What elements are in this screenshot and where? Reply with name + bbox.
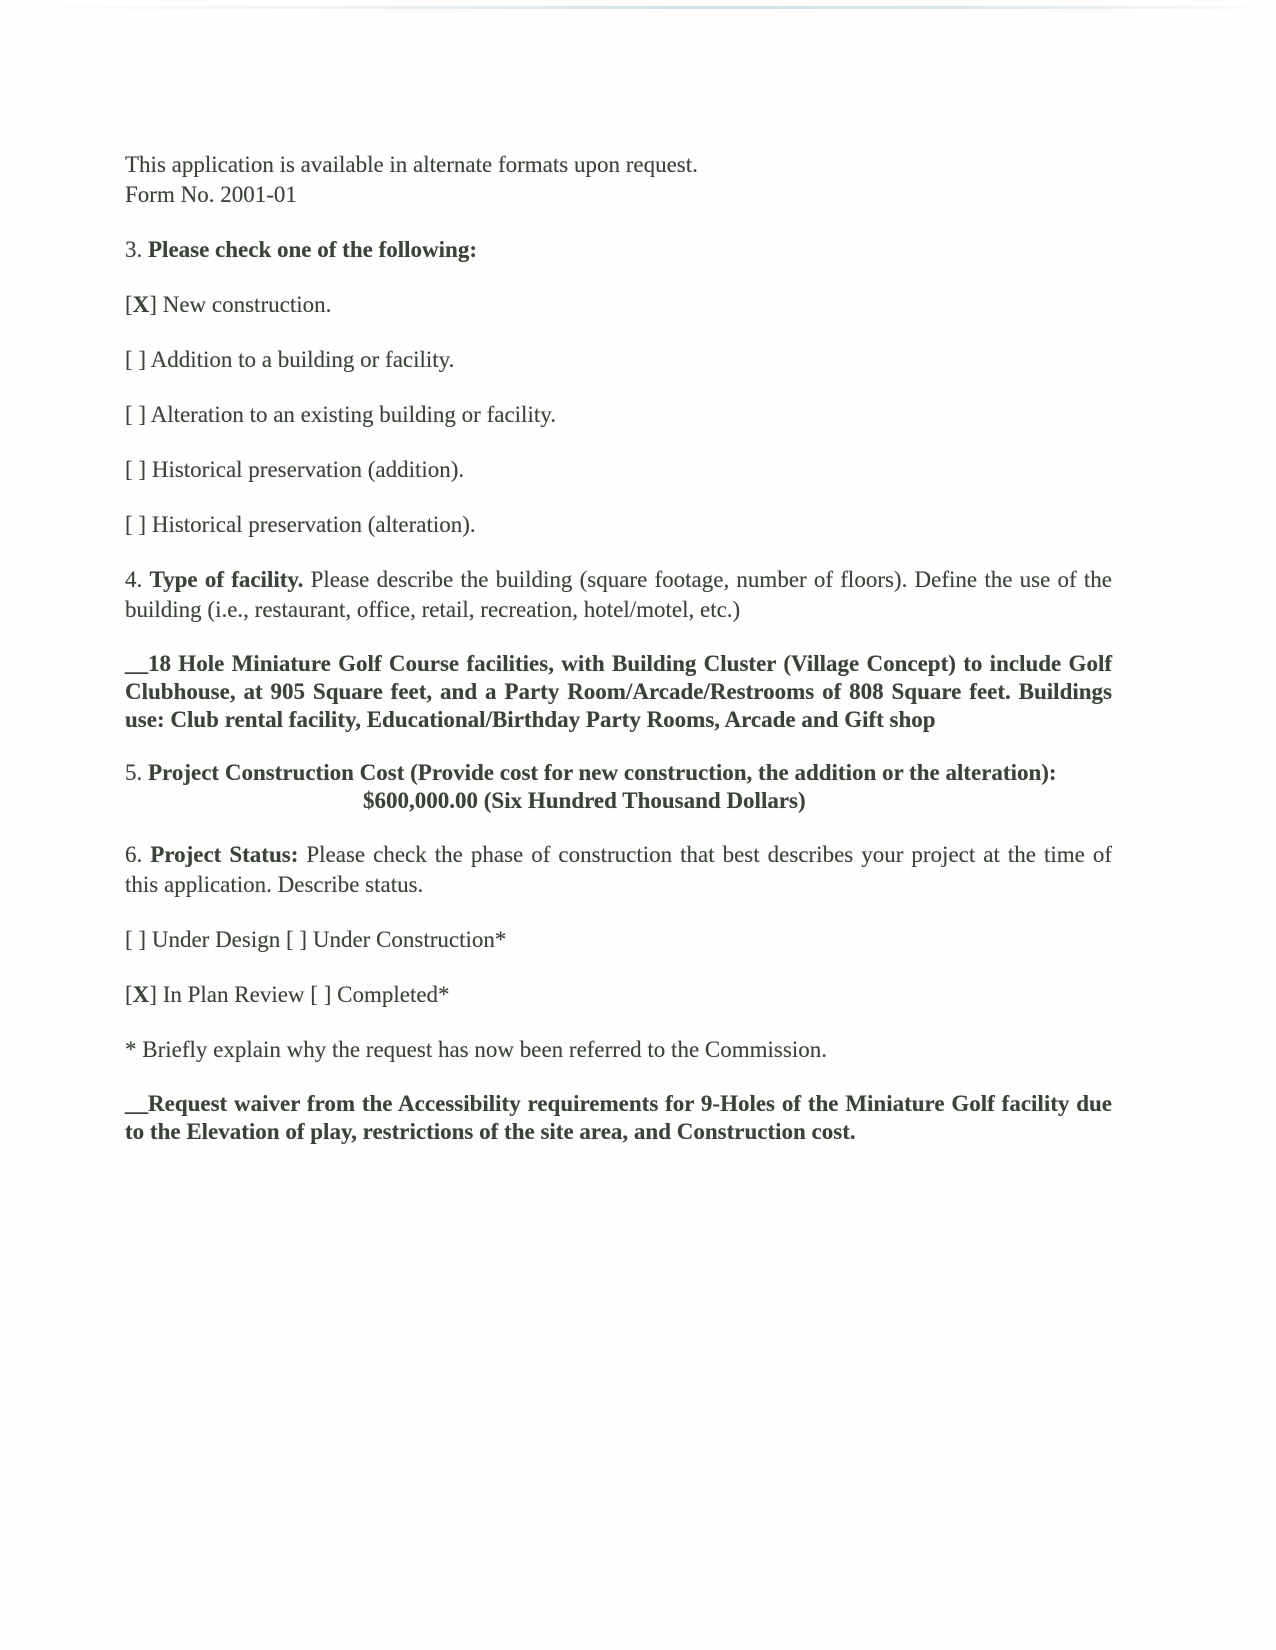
- bracket-open: [: [125, 982, 133, 1007]
- bracket-close: ]: [149, 292, 157, 317]
- status-row-design-construction: [125, 925, 1112, 955]
- checkbox-under-construction[interactable]: [286, 927, 307, 952]
- section6-answer: __Request waiver from the Accessibility requirements for 9-Holes of the Miniature Golf facility due to the Elevation of play, restrictions of the site area, and Construction cost.: [125, 1091, 1112, 1144]
- bracket-open: [: [310, 982, 318, 1007]
- bracket-close: ]: [138, 457, 147, 482]
- checkbox-option-new-construction: [125, 290, 1112, 320]
- section6-paragraph: [125, 840, 1112, 900]
- checkbox-label: New construction.: [162, 292, 332, 317]
- checkbox-under-design[interactable]: [125, 927, 146, 952]
- form-number: Form No. 2001-01: [125, 182, 297, 207]
- commission-footnote: * Briefly explain why the request has now been referred to the Commission.: [125, 1037, 827, 1062]
- bracket-open: [: [125, 512, 133, 537]
- bracket-open: [: [125, 347, 133, 372]
- bracket-close: ]: [138, 347, 147, 372]
- bracket-close: ]: [138, 402, 147, 427]
- bracket-open: [: [285, 927, 294, 952]
- checkbox-alteration[interactable]: [125, 402, 146, 427]
- status-row-review-completed: [125, 980, 1112, 1010]
- section4-number: 4.: [125, 567, 143, 592]
- checkbox-label: Under Construction*: [312, 927, 507, 952]
- checkbox-new-construction[interactable]: [125, 292, 157, 317]
- checkbox-label: Addition to a building or facility.: [150, 347, 455, 372]
- section4-title: Type of facility.: [149, 567, 304, 592]
- checkbox-label: In Plan Review: [162, 982, 305, 1007]
- bracket-close: ]: [138, 927, 147, 952]
- bracket-open: [: [125, 927, 133, 952]
- checkbox-option-historical-alteration: [125, 510, 1112, 540]
- bracket-close: ]: [299, 927, 308, 952]
- section3-title: Please check one of the following:: [148, 237, 477, 262]
- bracket-open: [: [125, 292, 133, 317]
- section5-heading: [125, 759, 1112, 787]
- checkbox-option-addition: [125, 345, 1112, 375]
- bracket-close: ]: [149, 982, 157, 1007]
- checkbox-historical-alteration[interactable]: [125, 512, 146, 537]
- section5-number: 5.: [125, 760, 143, 785]
- section5-title: Project Construction Cost (Provide cost for new construction, the addition or the alteration):: [148, 760, 1057, 785]
- checkbox-completed[interactable]: [310, 982, 331, 1007]
- section4-paragraph: [125, 565, 1112, 625]
- bracket-close: ]: [138, 512, 147, 537]
- scan-artifact-line: [0, 6, 1276, 9]
- checkbox-in-plan-review[interactable]: [125, 982, 157, 1007]
- checkbox-label: Under Design: [151, 927, 281, 952]
- checkbox-label: Historical preservation (alteration).: [151, 512, 476, 537]
- checkbox-option-historical-addition: [125, 455, 1112, 485]
- checkbox-mark: X: [132, 292, 150, 317]
- bracket-close: ]: [323, 982, 332, 1007]
- section4-answer: __18 Hole Miniature Golf Course facilities, with Building Cluster (Village Concept) to include Golf Clubhouse, at 905 Square feet, and a Party Room/Arcade/Restrooms of 808 Square feet. Buildings use: Club rental facility, Educational/Birthday Party Rooms, Arcade and Gift shop: [125, 651, 1112, 732]
- bracket-open: [: [125, 402, 133, 427]
- section6-body: Please check the phase of construction that best describes your project at the time of this application. Describe status.: [125, 842, 1113, 897]
- intro-block: [125, 150, 1112, 210]
- bracket-open: [: [125, 457, 133, 482]
- checkbox-historical-addition[interactable]: [125, 457, 146, 482]
- section3-heading: [125, 235, 1112, 265]
- checkbox-mark: X: [132, 982, 150, 1007]
- checkbox-label: Alteration to an existing building or facility.: [150, 402, 556, 427]
- checkbox-addition[interactable]: [125, 347, 146, 372]
- section3-number: 3.: [125, 237, 143, 262]
- section6-number: 6.: [125, 842, 143, 867]
- form-content: [125, 150, 1112, 1171]
- checkbox-label: Historical preservation (addition).: [151, 457, 465, 482]
- section4-body: Please describe the building (square footage, number of floors). Define the use of the building (i.e., restaurant, office, retail, recreation, hotel/motel, etc.): [125, 567, 1112, 622]
- checkbox-label: Completed*: [337, 982, 450, 1007]
- alternate-formats-note: This application is available in alternate formats upon request.: [125, 152, 698, 177]
- section6-title: Project Status:: [150, 842, 299, 867]
- construction-cost-amount: $600,000.00 (Six Hundred Thousand Dollars): [363, 788, 806, 813]
- checkbox-option-alteration: [125, 400, 1112, 430]
